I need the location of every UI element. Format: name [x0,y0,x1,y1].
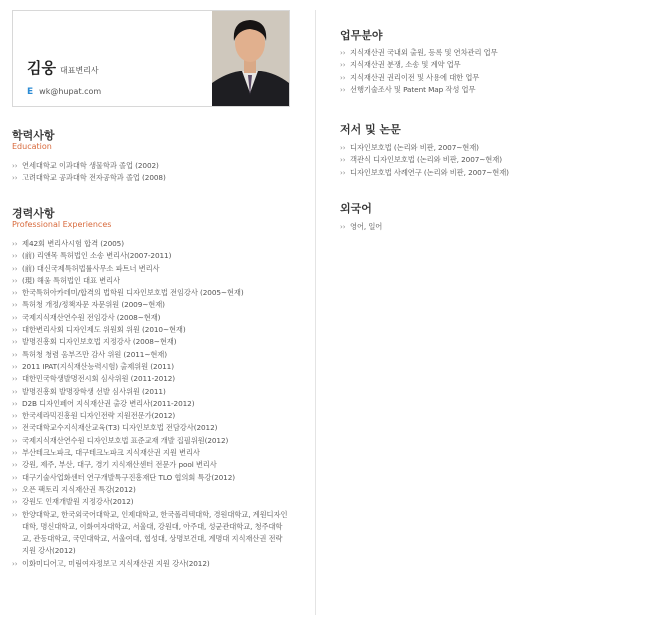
list-item-text: 발명진흥회 디자인보호법 지정강사 (2008~현재) [22,337,177,347]
chevron-bullet-icon: ›› [340,156,346,165]
experience-list [12,238,290,570]
list-item [12,299,290,311]
list-item-text: 지식재산권 국내외 출원, 등록 및 연차관리 업무 [350,48,498,57]
list-item [12,172,166,184]
list-item-text: 지식재산권 분쟁, 소송 및 계약 업무 [350,60,461,70]
profile-email[interactable] [27,87,101,97]
list-item-text: 선행기술조사 및 Patent Map 작성 업무 [350,84,476,94]
list-item [12,160,166,172]
list-item-text: (前) 리앤목 특허법인 소송 변리사(2007-2011) [22,251,172,261]
experience-subheading: Professional Experiences [12,220,112,229]
list-item-text: 한국세라믹진흥원 디자인전략 지원전문가(2012) [22,411,176,421]
list-item-text: (現) 해움 특허법인 대표 변리사 [22,275,121,285]
chevron-bullet-icon: ›› [12,436,18,445]
list-item-text: 고려대학교 공과대학 전자공학과 졸업 (2008) [22,173,166,183]
chevron-bullet-icon: ›› [12,264,18,273]
list-item [12,435,290,447]
list-item [340,84,498,96]
chevron-bullet-icon: ›› [12,559,18,568]
list-item [340,167,509,179]
list-item-text: 오픈 팩토리 지식재산권 특강(2012) [22,484,136,494]
list-item-text: D2B 디자인페어 지식재산권 출강 변리사(2011-2012) [22,398,195,408]
list-item-text: 부산테크노파크, 대구테크노파크 지식재산권 지원 변리사 [22,448,200,458]
list-item-text: 대구기술사업화센터 연구개발특구진흥재단 TLO 협의회 특강(2012) [22,472,236,482]
list-item [12,324,290,336]
chevron-bullet-icon: ›› [12,387,18,396]
chevron-bullet-icon: ›› [12,498,18,507]
chevron-bullet-icon: ›› [12,174,18,183]
chevron-bullet-icon: ›› [12,350,18,359]
email-address[interactable]: wk@hupat.com [39,87,102,96]
list-item [340,72,498,84]
chevron-bullet-icon: ›› [12,252,18,261]
experience-heading: 경력사항 [12,207,55,220]
list-item-text: 지식재산권 권리이전 및 사용에 대한 업무 [350,72,480,82]
chevron-bullet-icon: ›› [12,449,18,458]
chevron-bullet-icon: ›› [340,223,346,231]
education-subheading: Education [12,142,52,151]
list-item-text: 연세대학교 이과대학 생물학과 졸업 (2002) [22,161,159,170]
languages-list [340,221,382,233]
list-item [340,221,382,233]
list-item-text: (前) 대신국제특허법률사무소 파트너 변리사 [22,263,160,273]
fields-heading: 업무분야 [340,29,383,42]
list-item-text: 강원도 인재개발원 지정강사(2012) [22,497,134,507]
list-item-text: 한양대학교, 한국외국어대학교, 인제대학교, 한국폴리텍대학, 경원대학교, 계원디자인대학, 명신대학교, 이화여자대학교, 서울대, 강원대, 아주대, 성균관대학교, 청주대학교, 관동대학교, 국민대학교, 서울여대, 협성대, 상명보건대, 계명대 지식재산권 전략 지원 강사(2012) [22,509,288,556]
list-item-text: 2011 IPAT(지식재산능력시험) 출제위원 (2011) [22,361,174,371]
list-item [12,275,290,287]
list-item [12,447,290,459]
list-item [12,484,290,496]
list-item [12,373,290,385]
chevron-bullet-icon: ›› [12,289,18,298]
chevron-bullet-icon: ›› [12,461,18,470]
list-item-text: 객관식 디자인보호법 (논리와 비판, 2007~현재) [350,155,502,165]
list-item [12,386,290,398]
list-item [340,142,509,154]
chevron-bullet-icon: ›› [12,313,18,322]
chevron-bullet-icon: ›› [12,485,18,494]
profile-name [27,57,99,78]
chevron-bullet-icon: ›› [340,73,346,82]
list-item-text: 영어, 일어 [350,222,383,231]
fields-list [340,47,498,96]
chevron-bullet-icon: ›› [12,276,18,285]
list-item [12,312,290,324]
list-item [12,509,290,558]
list-item-text: 이화미디어고, 미림여자정보고 지식재산권 지원 강사(2012) [22,558,210,568]
list-item [12,459,290,471]
publications-heading: 저서 및 논문 [340,123,401,136]
languages-heading: 외국어 [340,202,372,215]
education-heading: 학력사항 [12,129,55,142]
list-item [12,361,290,373]
list-item [12,250,290,262]
list-item [12,558,290,570]
chevron-bullet-icon: ›› [12,162,18,170]
list-item-text: 디자인보호법 (논리와 비판, 2007~현재) [350,143,479,152]
email-label: E [27,87,34,97]
publications-list [340,142,509,179]
list-item [12,410,290,422]
chevron-bullet-icon: ›› [12,473,18,482]
list-item-text: 특허청 개정/정책자문 자문위원 (2009~현재) [22,300,165,310]
list-item [12,238,290,250]
profile-photo [212,11,289,106]
list-item-text: 국제지식재산연수원 전임강사 (2008~현재) [22,312,161,322]
chevron-bullet-icon: ›› [12,326,18,335]
chevron-bullet-icon: ›› [340,144,346,152]
chevron-bullet-icon: ›› [340,85,346,94]
person-photo-icon [212,11,289,106]
list-item [12,263,290,275]
chevron-bullet-icon: ›› [12,375,18,384]
list-item-text: 특허청 청렴 옴부즈만 감사 위원 (2011~현재) [22,349,168,359]
list-item [12,472,290,484]
list-item-text: 전국대학교수지식재산교육(T3) 디자인보호법 전담강사(2012) [22,423,218,433]
list-item [12,422,290,434]
chevron-bullet-icon: ›› [12,362,18,371]
list-item-text: 디자인보호법 사례연구 (논리와 비판, 2007~현재) [350,167,509,177]
list-item-text: 대한변리사회 디자인제도 위원회 위원 (2010~현재) [22,325,186,335]
chevron-bullet-icon: ›› [340,61,346,70]
list-item [12,496,290,508]
list-item [340,59,498,71]
list-item [340,47,498,59]
education-list [12,160,166,185]
column-divider [315,10,316,615]
list-item-text: 국제지식재산연수원 디자인보호법 표준교재 개발 집필위원(2012) [22,435,229,445]
list-item-text: 대한민국학생발명전시회 심사위원 (2011-2012) [22,374,176,384]
chevron-bullet-icon: ›› [12,301,18,310]
chevron-bullet-icon: ›› [340,168,346,177]
chevron-bullet-icon: ›› [12,399,18,408]
list-item-text: 강원, 제주, 부산, 대구, 경기 지식재산센터 전문가 pool 변리사 [22,460,217,470]
list-item-text: 한국특허아카데미/합격의 법학원 디자인보호법 전임강사 (2005~현재) [22,288,244,298]
chevron-bullet-icon: ›› [12,338,18,347]
list-item [12,287,290,299]
list-item-text: 발명진흥회 발명장학생 선발 심사위원 (2011) [22,386,166,396]
list-item [12,398,290,410]
chevron-bullet-icon: ›› [12,240,18,248]
chevron-bullet-icon: ›› [12,412,18,421]
chevron-bullet-icon: ›› [340,49,346,57]
list-item-text: 제42회 변리사시험 합격 (2005) [22,239,124,248]
chevron-bullet-icon: ›› [12,424,18,433]
list-item [340,154,509,166]
profile-card [12,10,290,107]
chevron-bullet-icon: ›› [12,510,18,519]
list-item [12,336,290,348]
profile-title: 대표변리사 [59,66,99,75]
list-item [12,349,290,361]
name-text: 김웅 [27,59,56,77]
